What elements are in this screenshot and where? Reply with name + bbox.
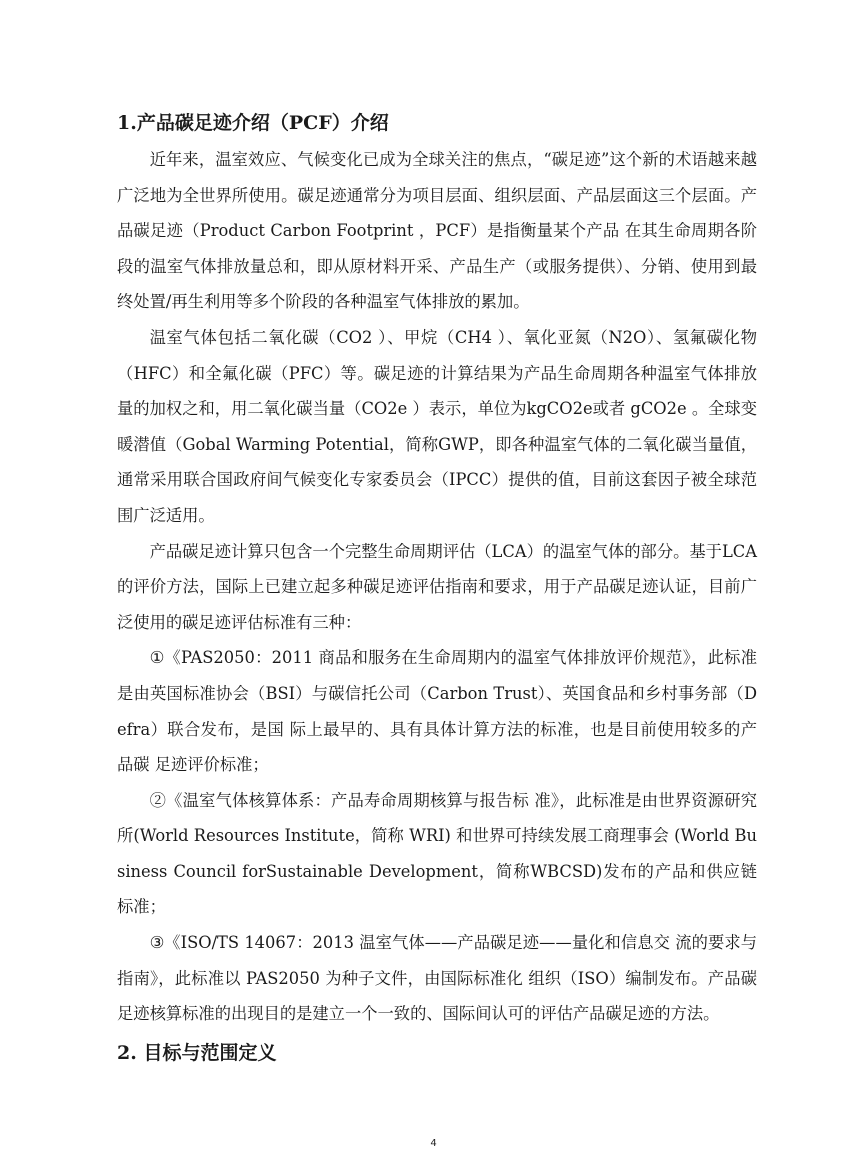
paragraph-standard-ghg-protocol: ②《温室气体核算体系：产品寿命周期核算与报告标 准》，此标准是由世界资源研究所(World Resources Institute，简称 WRI) 和世界可持续发展工商理事会 (World Business Council forSustainable Development，简称WBCSD)发布的产品和供应链标准；	[117, 790, 757, 917]
paragraph-standard-pas2050: ①《PAS2050：2011 商品和服务在生命周期内的温室气体排放评价规范》，此标准是由英国标准协会（BSI）与碳信托公司（Carbon Trust）、英国食品和乡村事务部（Defra）联合发布，是国 际上最早的、具有具体计算方法的标准，也是目前使用较多的产品碳 足迹评价标准；	[117, 648, 757, 775]
paragraph-standard-iso14067: ③《ISO/TS 14067：2013 温室气体——产品碳足迹——量化和信息交 流的要求与指南》，此标准以 PAS2050 为种子文件，由国际标准化 组织（ISO）编制发布。产品碳足迹核算标准的出现目的是建立一个一致的、国际间认可的评估产品碳足迹的方法。	[117, 933, 757, 1024]
page-content	[117, 104, 757, 1072]
paragraph-greenhouse-gases: 温室气体包括二氧化碳（CO2 ）、甲烷（CH4 ）、氧化亚氮（N2O）、氢氟碳化物（HFC）和全氟化碳（PFC）等。碳足迹的计算结果为产品生命周期各种温室气体排放量的加权之和，用二氧化碳当量（CO2e ）表示，单位为kgCO2e或者 gCO2e 。全球变暖潜值（Gobal Warming Potential，简称GWP，即各种温室气体的二氧化碳当量值，通常采用联合国政府间气候变化专家委员会（IPCC）提供的值，目前这套因子被全球范围广泛适用。	[117, 327, 757, 525]
paragraph-intro: 近年来，温室效应、气候变化已成为全球关注的焦点，“碳足迹”这个新的术语越来越广泛地为全世界所使用。碳足迹通常分为项目层面、组织层面、产品层面这三个层面。产品碳足迹（Product Carbon Footprint ，PCF）是指衡量某个产品 在其生命周期各阶段的温室气体排放量总和，即从原材料开采、产品生产（或服务提供）、分销、使用到最终处置/再生利用等多个阶段的各种温室气体排放的累加。	[117, 150, 757, 312]
section-heading-pcf: 1.产品碳足迹介绍（PCF）介绍	[117, 112, 389, 134]
paragraph-lca: 产品碳足迹计算只包含一个完整生命周期评估（LCA）的温室气体的部分。基于LCA的评价方法，国际上已建立起多种碳足迹评估指南和要求，用于产品碳足迹认证，目前广泛使用的碳足迹评估标准有三种：	[117, 541, 757, 632]
page-number: 4	[430, 1138, 437, 1149]
section-heading-goal-scope: 2. 目标与范围定义	[117, 1041, 277, 1064]
